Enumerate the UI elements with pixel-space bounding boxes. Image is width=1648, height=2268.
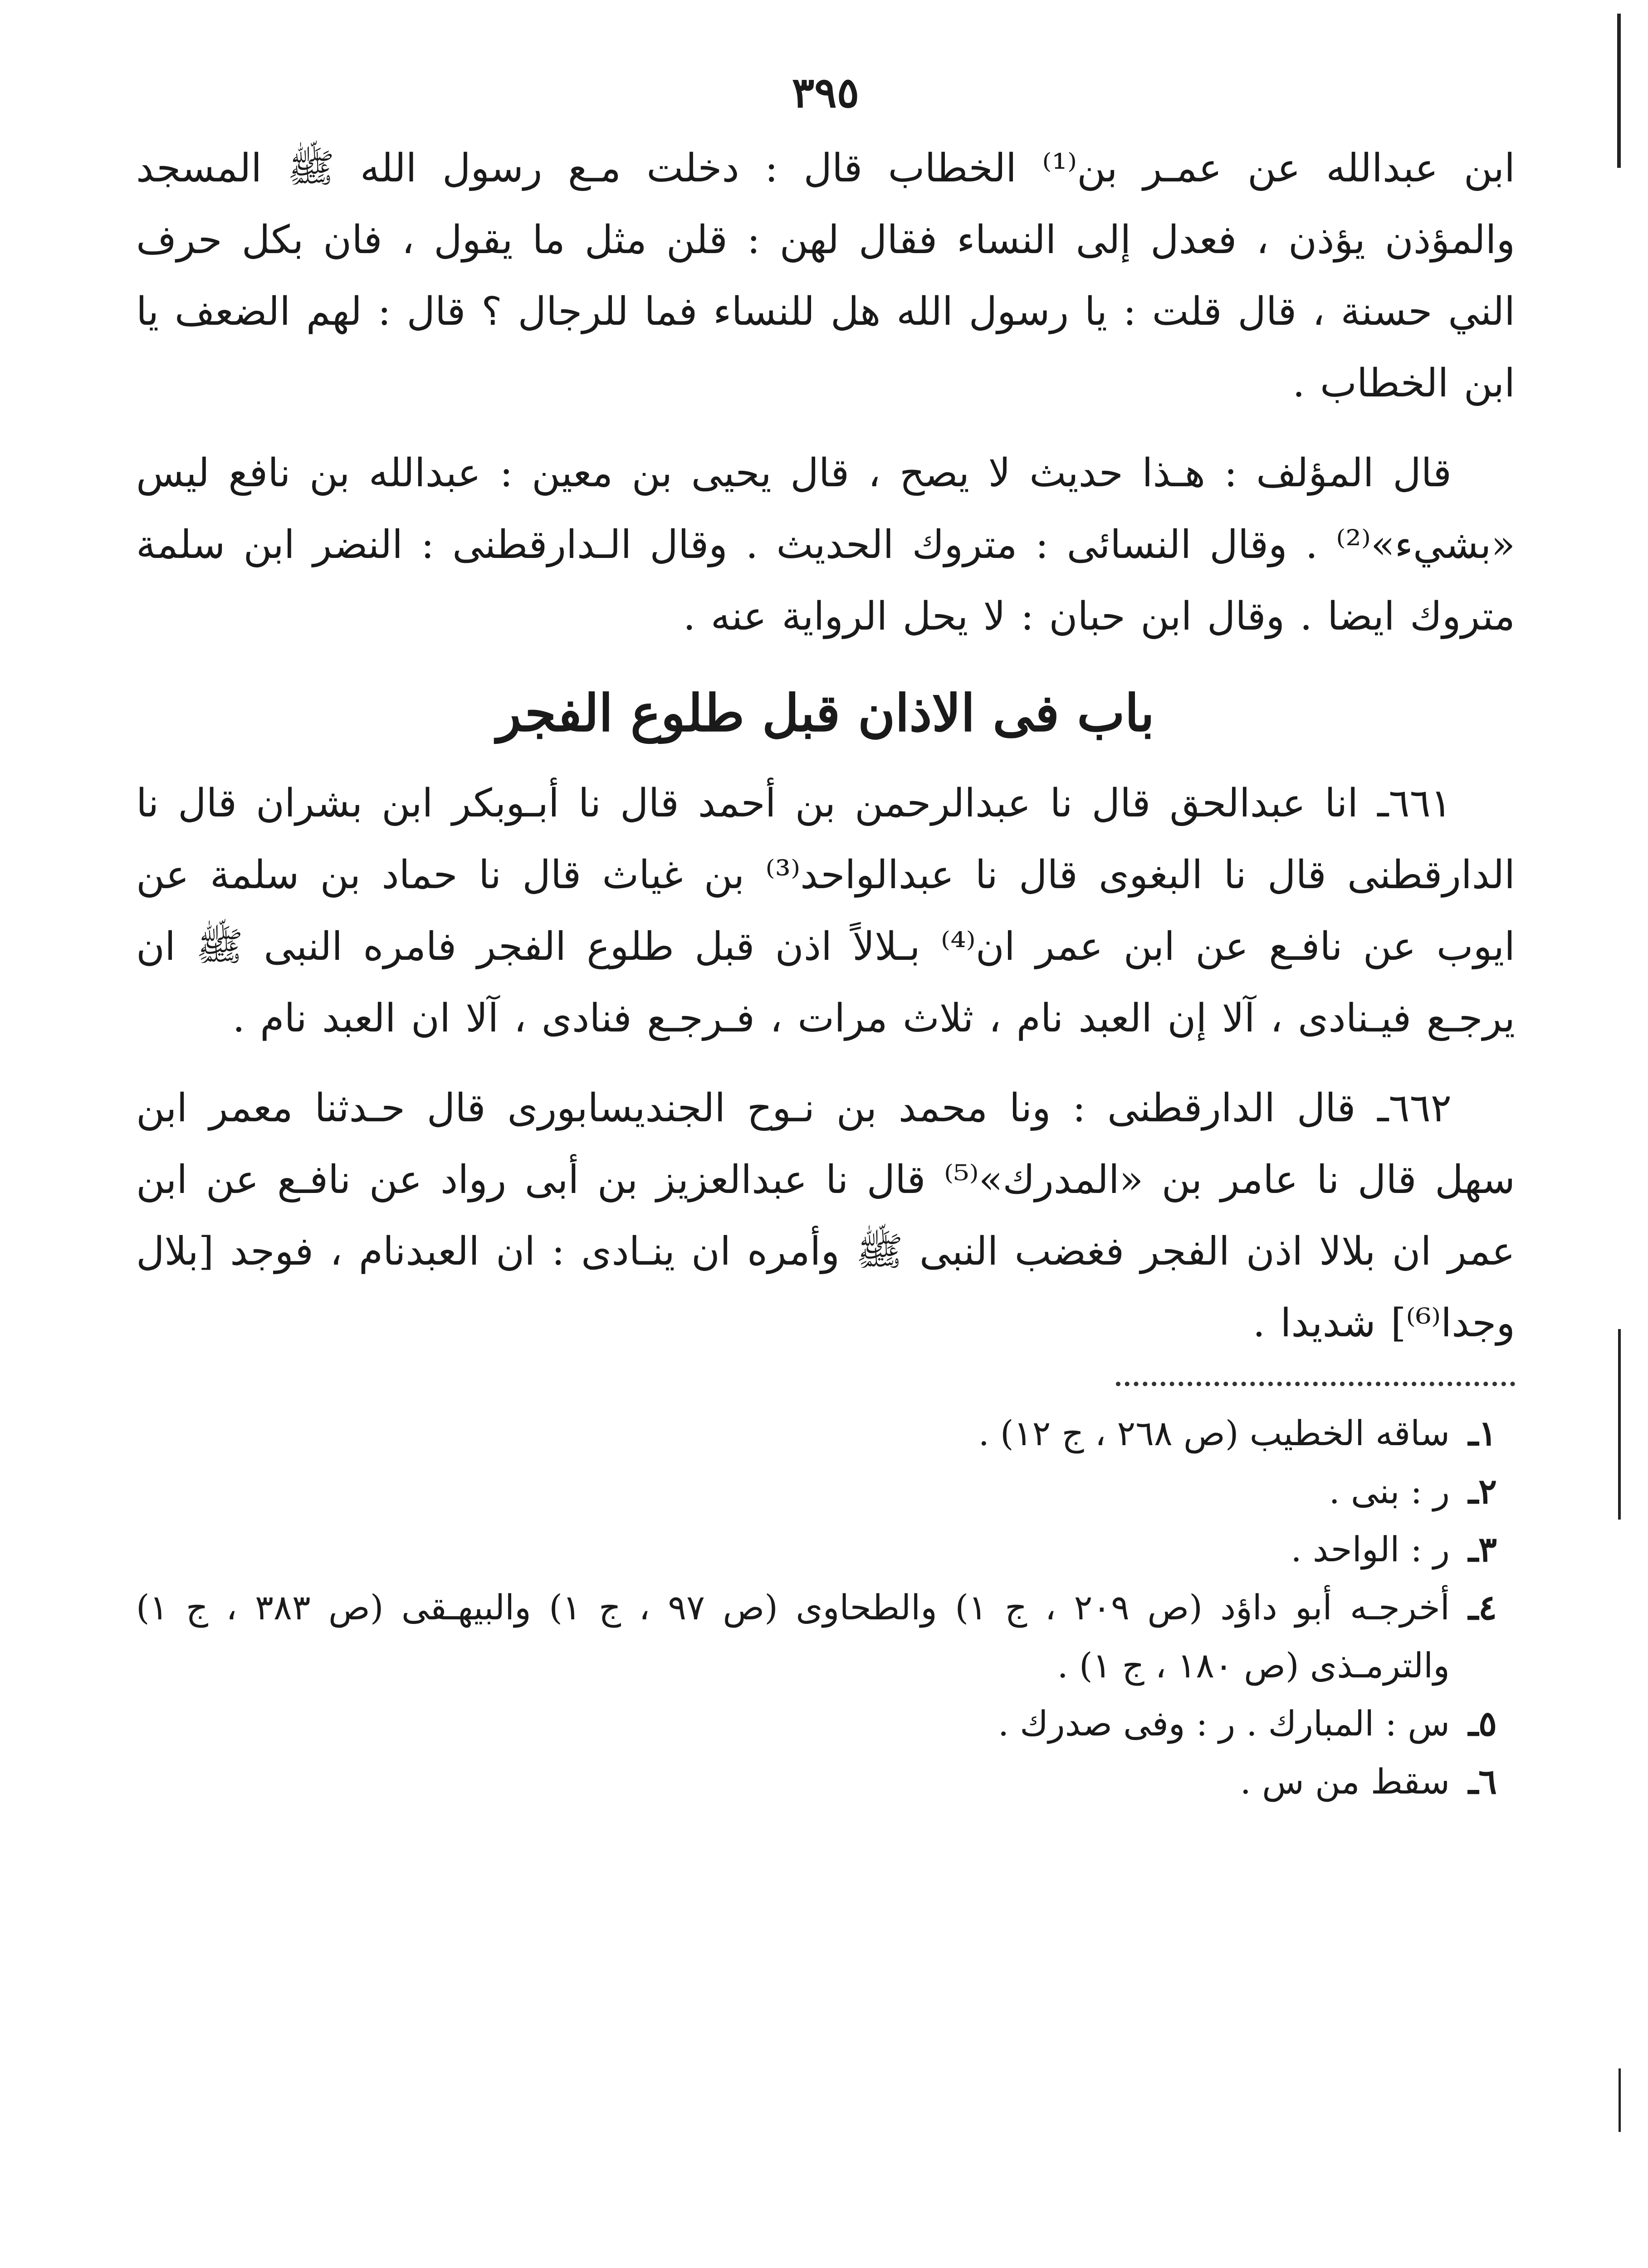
footnote-item <box>136 1404 1497 1462</box>
footnote-text: ر : بنى . <box>1329 1471 1450 1511</box>
chapter-title: باب فى الاذان قبل طلوع الفجر <box>497 684 1154 743</box>
binding-mark-bottom <box>1619 2068 1621 2132</box>
binding-mark-middle <box>1618 1329 1621 1520</box>
footnote-item <box>136 1520 1497 1579</box>
page-number: ٣٩٥ <box>792 68 860 117</box>
footnote-text: ساقه الخطيب (ص ٢٦٨ ، ج ١٢) . <box>978 1413 1450 1453</box>
footnote-text: سقط من س . <box>1240 1761 1450 1802</box>
footnote-divider <box>1116 1382 1515 1386</box>
footnote-text: ر : الواحد . <box>1291 1529 1450 1569</box>
footnote-text: أخرجـه أبو داؤد (ص ٢٠٩ ، ج ١) والطحاوى (ص ٩٧ ، ج ١) والبيهـقى (ص ٣٨٣ ، ج ١) والترمـذى (ص ١٨٠ ، ج ١) . <box>136 1587 1450 1686</box>
paragraph-hadith-661: ٦٦١ـ انا عبدالحق قال نا عبدالرحمن بن أحمد قال نا أبـوبكر ابن بشران قال نا الدارقطنى قال نا البغوى قال نا عبدالواحد⁽³⁾ بن غياث قال نا حماد بن سلمة عن ايوب عن نافـع عن ابن عمر ان⁽⁴⁾ بـلالاً اذن قبل طلوع الفجر فامره النبى ﷺ ان يرجـع فيـنادى ، آلا إن العبد نام ، ثلاث مرات ، فـرجـع فنادى ، آلا ان العبد نام . <box>136 781 1515 1041</box>
paragraph-hadith-662: ٦٦٢ـ قال الدارقطنى : ونا محمد بن نـوح الجنديسابورى قال حـدثنا معمر ابن سهل قال نا عامر بن «المدرك»⁽⁵⁾ قال نا عبدالعزيز بن أبى رواد عن نافـع عن ابن عمر ان بلالا اذن الفجر فغضب النبى ﷺ وأمره ان ينـادى : ان العبدنام ، فوجد [بلال وجدا⁽⁶⁾] شديدا . <box>136 1085 1515 1346</box>
footnote-number: ٣ـ <box>1468 1529 1497 1569</box>
footnote-number: ٢ـ <box>1468 1471 1497 1511</box>
footnote-item <box>136 1695 1497 1753</box>
paragraph-author-comment: قال المؤلف : هـذا حديث لا يصح ، قال يحيى بن معين : عبدالله بن نافع ليس «بشيء»⁽²⁾ . وقال النسائى : متروك الحديث . وقال الـدارقطنى : النضر ابن سلمة متروك ايضا . وقال ابن حبان : لا يحل الرواية عنه . <box>136 450 1515 639</box>
footnote-number: ٥ـ <box>1468 1703 1497 1744</box>
footnote-text: س : المبارك . ر : وفى صدرك . <box>998 1703 1450 1744</box>
footnote-number: ١ـ <box>1468 1413 1497 1453</box>
footnote-number: ٦ـ <box>1468 1761 1497 1802</box>
footnote-item <box>136 1462 1497 1520</box>
paragraph-hadith-continuation: ابن عبدالله عن عمـر بن⁽¹⁾ الخطاب قال : دخلت مـع رسول الله ﷺ المسجد والمؤذن يؤذن ، فعدل إلى النساء فقال لهن : قلن مثل ما يقول ، فان بكل حرف الني حسنة ، قال قلت : يا رسول الله هل للنساء فما للرجال ؟ قال : لهم الضعف يا ابن الخطاب . <box>136 146 1515 406</box>
binding-mark-top <box>1617 14 1621 168</box>
page-content <box>136 68 1515 1811</box>
footnote-number: ٤ـ <box>1468 1587 1497 1628</box>
footnotes <box>136 1404 1515 1811</box>
footnote-item <box>136 1579 1497 1695</box>
footnote-item <box>136 1753 1497 1811</box>
